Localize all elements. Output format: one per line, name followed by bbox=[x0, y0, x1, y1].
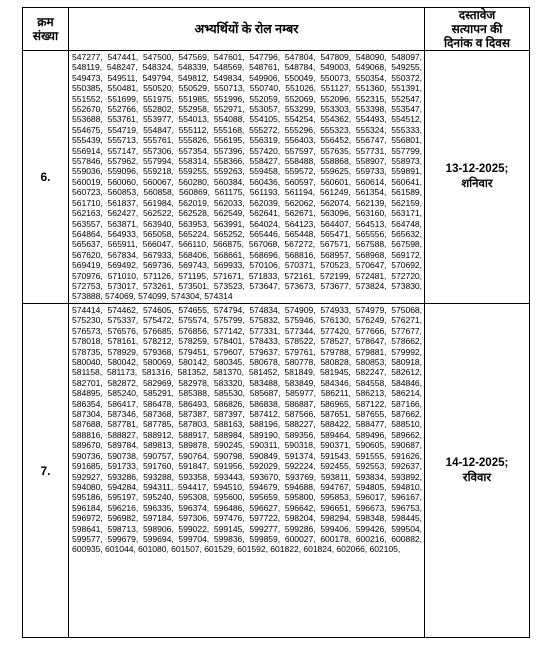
header-date-line2: सत्यापन की bbox=[451, 22, 503, 36]
verification-date: 13-12-2025; bbox=[445, 163, 509, 175]
verification-date: 14-12-2025; bbox=[445, 456, 509, 469]
header-serial-line1: क्रम bbox=[37, 15, 54, 29]
row-serial: 7. bbox=[23, 304, 69, 638]
header-date-line3: दिनांक व दिवस bbox=[443, 36, 511, 50]
verification-schedule-table bbox=[22, 7, 530, 638]
verification-day: रविवार bbox=[462, 471, 492, 484]
verification-day: शनिवार bbox=[461, 178, 493, 190]
roll-number-list: 547277, 547441, 547500, 547569, 547601, 547796, 547804, 547809, 548090, 548097, 548119, 548247, 548324, 548339, 548569, 548761, 548784, 549003, 549068, 549255, 549473, 549511, 549794, 549812, 549834, 549906, 550049, 550073, 550354, 550372, 550385, 550481, 550520, 550529, 550713, 550740, 551026, 551127, 551360, 551391, 551552, 551699, 551975, 551985, 551996, 552059, 552069, 552096, 552315, 552547, 552670, 552766, 552802, 552958, 552971, 553057, 553299, 553303, 553398, 553547, 553688, 553761, 553977, 554013, 554088, 554105, 554254, 554362, 554493, 554512, 554675, 554719, 554847, 555112, 555168, 555272, 555296, 555323, 555324, 555333, 555439, 555713, 555761, 555826, 556195, 556319, 556403, 556452, 556747, 556801, 556914, 557147, 557306, 557354, 557396, 557420, 557597, 557635, 557731, 557799, 557846, 557962, 557994, 558314, 558366, 558427, 558488, 558868, 558907, 558973, 559036, 559096, 559218, 559255, 559263, 559458, 559572, 559625, 559733, 559891, 560019, 560060, 560067, 560280, 560384, 560436, 560597, 560601, 560614, 560641, 560723, 560853, 560858, 560869, 561175, 561193, 561194, 561249, 561354, 561589, 561710, 561837, 561984, 562019, 562033, 562039, 562062, 562074, 562139, 562159, 562163, 562427, 562522, 562528, 562549, 562641, 562671, 563096, 563160, 563171, 563557, 563871, 563940, 563953, 563991, 564024, 564123, 564407, 564513, 564748, 564864, 564933, 565058, 565224, 565252, 565446, 565448, 565471, 565556, 565632, 565637, 565911, 566047, 566110, 566875, 567068, 567272, 567571, 567588, 567598, 567620, 567834, 567933, 568406, 568661, 568696, 568816, 568957, 568968, 569172, 569419, 569492, 569736, 569743, 569933, 570106, 570371, 570523, 570647, 570692, 570976, 571010, 571126, 571195, 571671, 571833, 572161, 572199, 572481, 572720, 572753, 573017, 573261, 573501, 573523, 573647, 573673, 573677, 573824, 573830, 573888, 574069, 574099, 574304, 574314 bbox=[69, 51, 425, 304]
table-row bbox=[23, 51, 530, 304]
roll-number-list: 574414, 574462, 574605, 574655, 574794, 574834, 574909, 574933, 574979, 575068, 575230, 575337, 575472, 575574, 575799, 575832, 575946, 576130, 576249, 576271, 576573, 576576, 576685, 576856, 577142, 577331, 577344, 577420, 577666, 577677, 578018, 578161, 578212, 578259, 578401, 578433, 578522, 578527, 578647, 578662, 578735, 578929, 579368, 579451, 579607, 579637, 579761, 579788, 579881, 579992, 580040, 580042, 580069, 580142, 580345, 580678, 580778, 580828, 580853, 580918, 581158, 581173, 581316, 581352, 581370, 581452, 581849, 581945, 582247, 582612, 582701, 582872, 582969, 582978, 583320, 583488, 583849, 584346, 584558, 584846, 584895, 585240, 585291, 585388, 585530, 585687, 585977, 586211, 586213, 586214, 586354, 586417, 586478, 586493, 586826, 586838, 586887, 586965, 587122, 587166, 587304, 587346, 587368, 587387, 587397, 587412, 587566, 587651, 587655, 587662, 587688, 587781, 587785, 587803, 588163, 588196, 588227, 588422, 588477, 588510, 588816, 588827, 588912, 588917, 588984, 589190, 589356, 589464, 589496, 589662, 589670, 589784, 589813, 589878, 590245, 590311, 590318, 590371, 590605, 590687, 590736, 590738, 590757, 590764, 590798, 590849, 591374, 591543, 591555, 591626, 591685, 591733, 591760, 591847, 591956, 592029, 592224, 592455, 592553, 592637, 592927, 593286, 593288, 593358, 593443, 593670, 593769, 593811, 593834, 593892, 594080, 594284, 594311, 594417, 594510, 594679, 594688, 594767, 594805, 594810, 595186, 595197, 595240, 595308, 595600, 595659, 595800, 595853, 596017, 596167, 596184, 596216, 596335, 596374, 596486, 596627, 596642, 596651, 596673, 596753, 596972, 596982, 597184, 597306, 597476, 597722, 598204, 598294, 598348, 598445, 598641, 598713, 598906, 599022, 599145, 599277, 599286, 599406, 599426, 599504, 599577, 599679, 599694, 599704, 599836, 599859, 600027, 600178, 600216, 600882, 600935, 601044, 601080, 601507, 601529, 601592, 601822, 601824, 602066, 602105, bbox=[69, 304, 425, 638]
row-serial: 6. bbox=[23, 51, 69, 304]
header-roll-numbers: अभ्यर्थियों के रोल नम्बर bbox=[69, 8, 425, 51]
table-row bbox=[23, 304, 530, 638]
header-date-line1: दस्तावेज bbox=[458, 8, 496, 22]
verification-date-cell bbox=[425, 304, 530, 638]
header-row bbox=[23, 8, 530, 51]
header-serial-line2: संख्या bbox=[32, 29, 59, 43]
header-serial bbox=[23, 8, 69, 51]
header-date bbox=[425, 8, 530, 51]
verification-date-cell bbox=[425, 51, 530, 304]
